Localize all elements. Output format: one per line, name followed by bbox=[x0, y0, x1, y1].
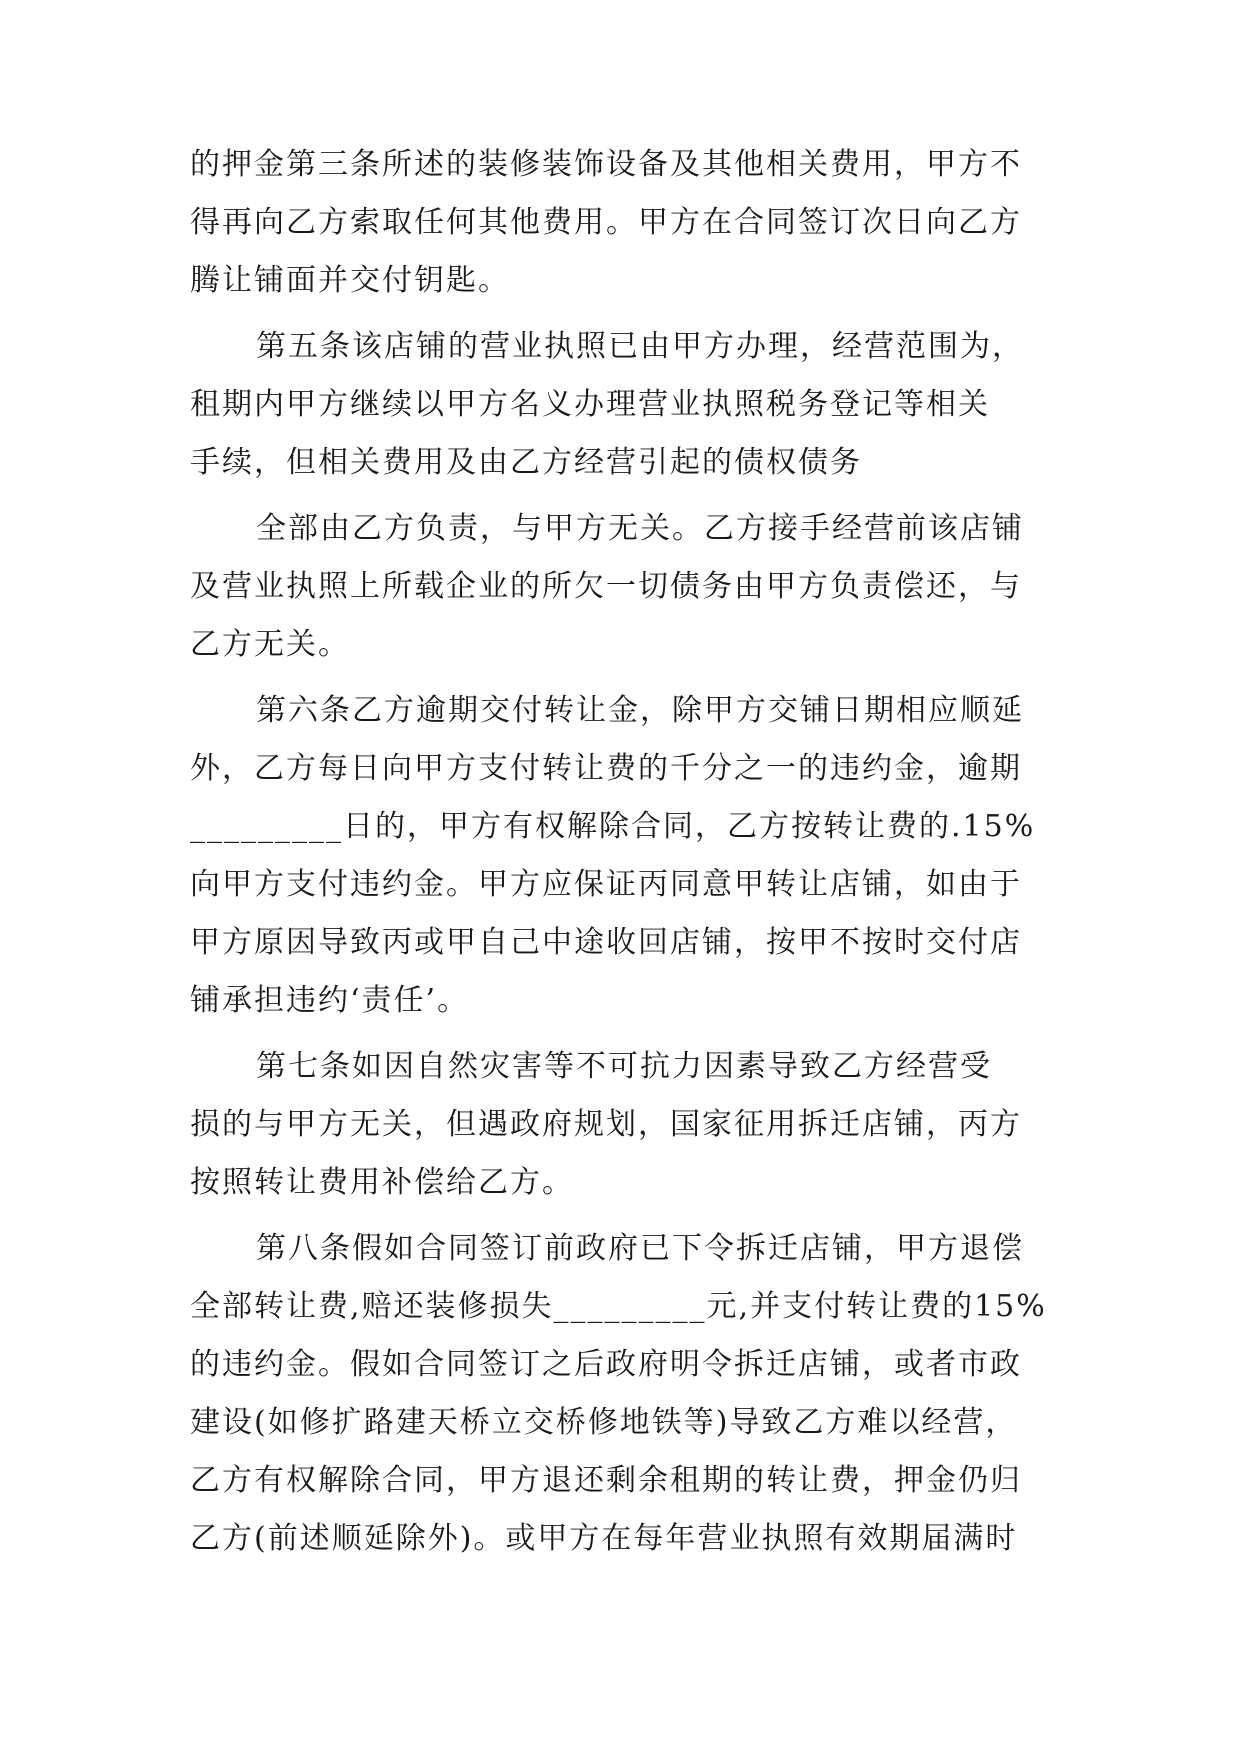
text-line: 铺承担违约‘责任’。 bbox=[190, 983, 470, 1018]
text-line: 手续，但相关费用及由乙方经营引起的债权债务 bbox=[190, 445, 862, 480]
text-line: 腾让铺面并交付钥匙。 bbox=[190, 263, 510, 298]
text-line: 得再向乙方索取任何其他费用。甲方在合同签订次日向乙方 bbox=[190, 205, 1022, 240]
text-line: 按照转让费用补偿给乙方。 bbox=[190, 1165, 574, 1200]
text-line: 第七条如因自然灾害等不可抗力因素导致乙方经营受 bbox=[256, 1049, 992, 1084]
text-line: 向甲方支付违约金。甲方应保证丙同意甲转让店铺，如由于 bbox=[190, 867, 1022, 902]
text-line: 的押金第三条所述的装修装饰设备及其他相关费用，甲方不 bbox=[190, 147, 1022, 182]
text-line: 全部转让费,赔还装修损失_________元,并支付转让费的15% bbox=[190, 1289, 1047, 1324]
text-line: 乙方无关。 bbox=[190, 627, 350, 662]
text-line: 全部由乙方负责，与甲方无关。乙方接手经营前该店铺 bbox=[256, 511, 1024, 546]
text-line: 第八条假如合同签订前政府已下令拆迁店铺，甲方退偿 bbox=[256, 1231, 1024, 1266]
text-line: 及营业执照上所载企业的所欠一切债务由甲方负责偿还，与 bbox=[190, 569, 1022, 604]
text-line: 的违约金。假如合同签订之后政府明令拆迁店铺，或者市政 bbox=[190, 1347, 1022, 1382]
text-line: 损的与甲方无关，但遇政府规划，国家征用拆迁店铺，丙方 bbox=[190, 1107, 1022, 1142]
text-line: 第六条乙方逾期交付转让金，除甲方交铺日期相应顺延 bbox=[256, 693, 1024, 728]
text-line: 外，乙方每日向甲方支付转让费的千分之一的违约金，逾期 bbox=[190, 751, 1022, 786]
text-line: 乙方有权解除合同，甲方退还剩余租期的转让费，押金仍归 bbox=[190, 1463, 1022, 1498]
text-line: 第五条该店铺的营业执照已由甲方办理，经营范围为， bbox=[256, 329, 1024, 364]
text-line: 租期内甲方继续以甲方名义办理营业执照税务登记等相关 bbox=[190, 387, 990, 422]
text-line: 建设(如修扩路建天桥立交桥修地铁等)导致乙方难以经营， bbox=[190, 1405, 1018, 1440]
text-line: _________日的，甲方有权解除合同，乙方按转让费的.15% bbox=[190, 809, 1036, 844]
text-line: 甲方原因导致丙或甲自己中途收回店铺，按甲不按时交付店 bbox=[190, 925, 1022, 960]
text-line: 乙方(前述顺延除外)。或甲方在每年营业执照有效期届满时 bbox=[190, 1521, 1018, 1556]
